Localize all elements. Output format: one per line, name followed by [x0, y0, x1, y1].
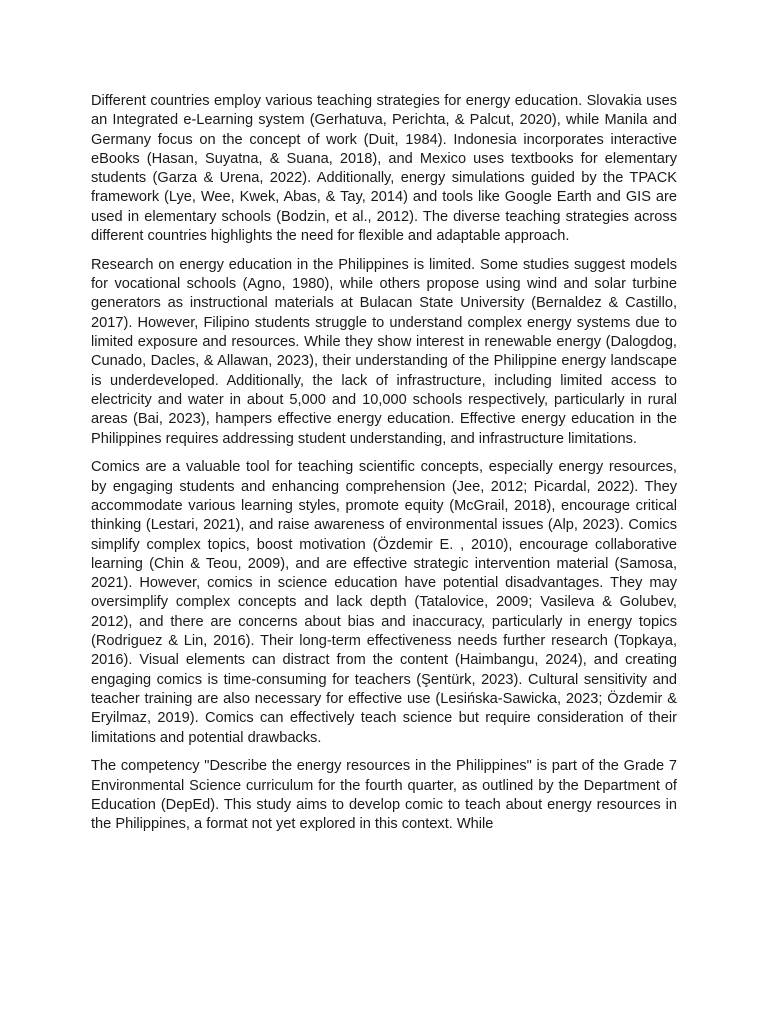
paragraph-philippines-research: Research on energy education in the Philippines is limited. Some studies suggest models for vocational schools (Agno, 1980), while others propose using wind and solar turbine generators as instructional materials at Bulacan State University (Bernaldez & Castillo, 2017). However, Filipino students struggle to understand complex energy systems due to limited exposure and resources. While they show interest in renewable energy (Dalogdog, Cunado, Dacles, & Allawan, 2023), their understanding of the Philippine energy landscape is underdeveloped. Additionally, the lack of infrastructure, including limited access to electricity and water in about 5,000 and 10,000 schools respectively, particularly in rural areas (Bai, 2023), hampers effective energy education. Effective energy education in the Philippines requires addressing student understanding, and infrastructure limitations. [91, 256, 677, 447]
document-page [91, 92, 677, 844]
paragraph-teaching-strategies: Different countries employ various teaching strategies for energy education. Slovakia uses an Integrated e-Learning system (Gerhatuva, Perichta, & Palcut, 2020), while Manila and Germany focus on the concept of work (Duit, 1984). Indonesia incorporates interactive eBooks (Hasan, Suyatna, & Suana, 2018), and Mexico uses textbooks for elementary students (Garza & Urena, 2022). Additionally, energy simulations guided by the TPACK framework (Lye, Wee, Kwek, Abas, & Tay, 2014) and tools like Google Earth and GIS are used in elementary schools (Bodzin, et al., 2012). The diverse teaching strategies across different countries highlights the need for flexible and adaptable approach. [91, 93, 677, 245]
paragraph-comics-tool: Comics are a valuable tool for teaching scientific concepts, especially energy resources, by engaging students and enhancing comprehension (Jee, 2012; Picardal, 2022). They accommodate various learning styles, promote equity (McGrail, 2018), encourage critical thinking (Lestari, 2021), and raise awareness of environmental issues (Alp, 2023). Comics simplify complex topics, boost motivation (Özdemir E. , 2010), encourage collaborative learning (Chin & Teou, 2009), and are effective strategic intervention material (Samosa, 2021). However, comics in science education have potential disadvantages. They may oversimplify complex concepts and lack depth (Tatalovice, 2009; Vasileva & Golubev, 2012), and there are concerns about bias and inaccuracy, particularly in energy topics (Rodriguez & Lin, 2016). Their long-term effectiveness needs further research (Topkaya, 2016). Visual elements can distract from the content (Haimbangu, 2024), and creating engaging comics is time-consuming for teachers (Şentürk, 2023). Cultural sensitivity and teacher training are also necessary for effective use (Lesińska-Sawicka, 2023; Özdemir & Eryilmaz, 2019). Comics can effectively teach science but require consideration of their limitations and potential drawbacks. [91, 459, 677, 746]
paragraph-competency: The competency "Describe the energy resources in the Philippines" is part of the Grade 7 Environmental Science curriculum for the fourth quarter, as outlined by the Department of Education (DepEd). This study aims to develop comic to teach about energy resources in the Philippines, a format not yet explored in this context. While [91, 758, 677, 833]
